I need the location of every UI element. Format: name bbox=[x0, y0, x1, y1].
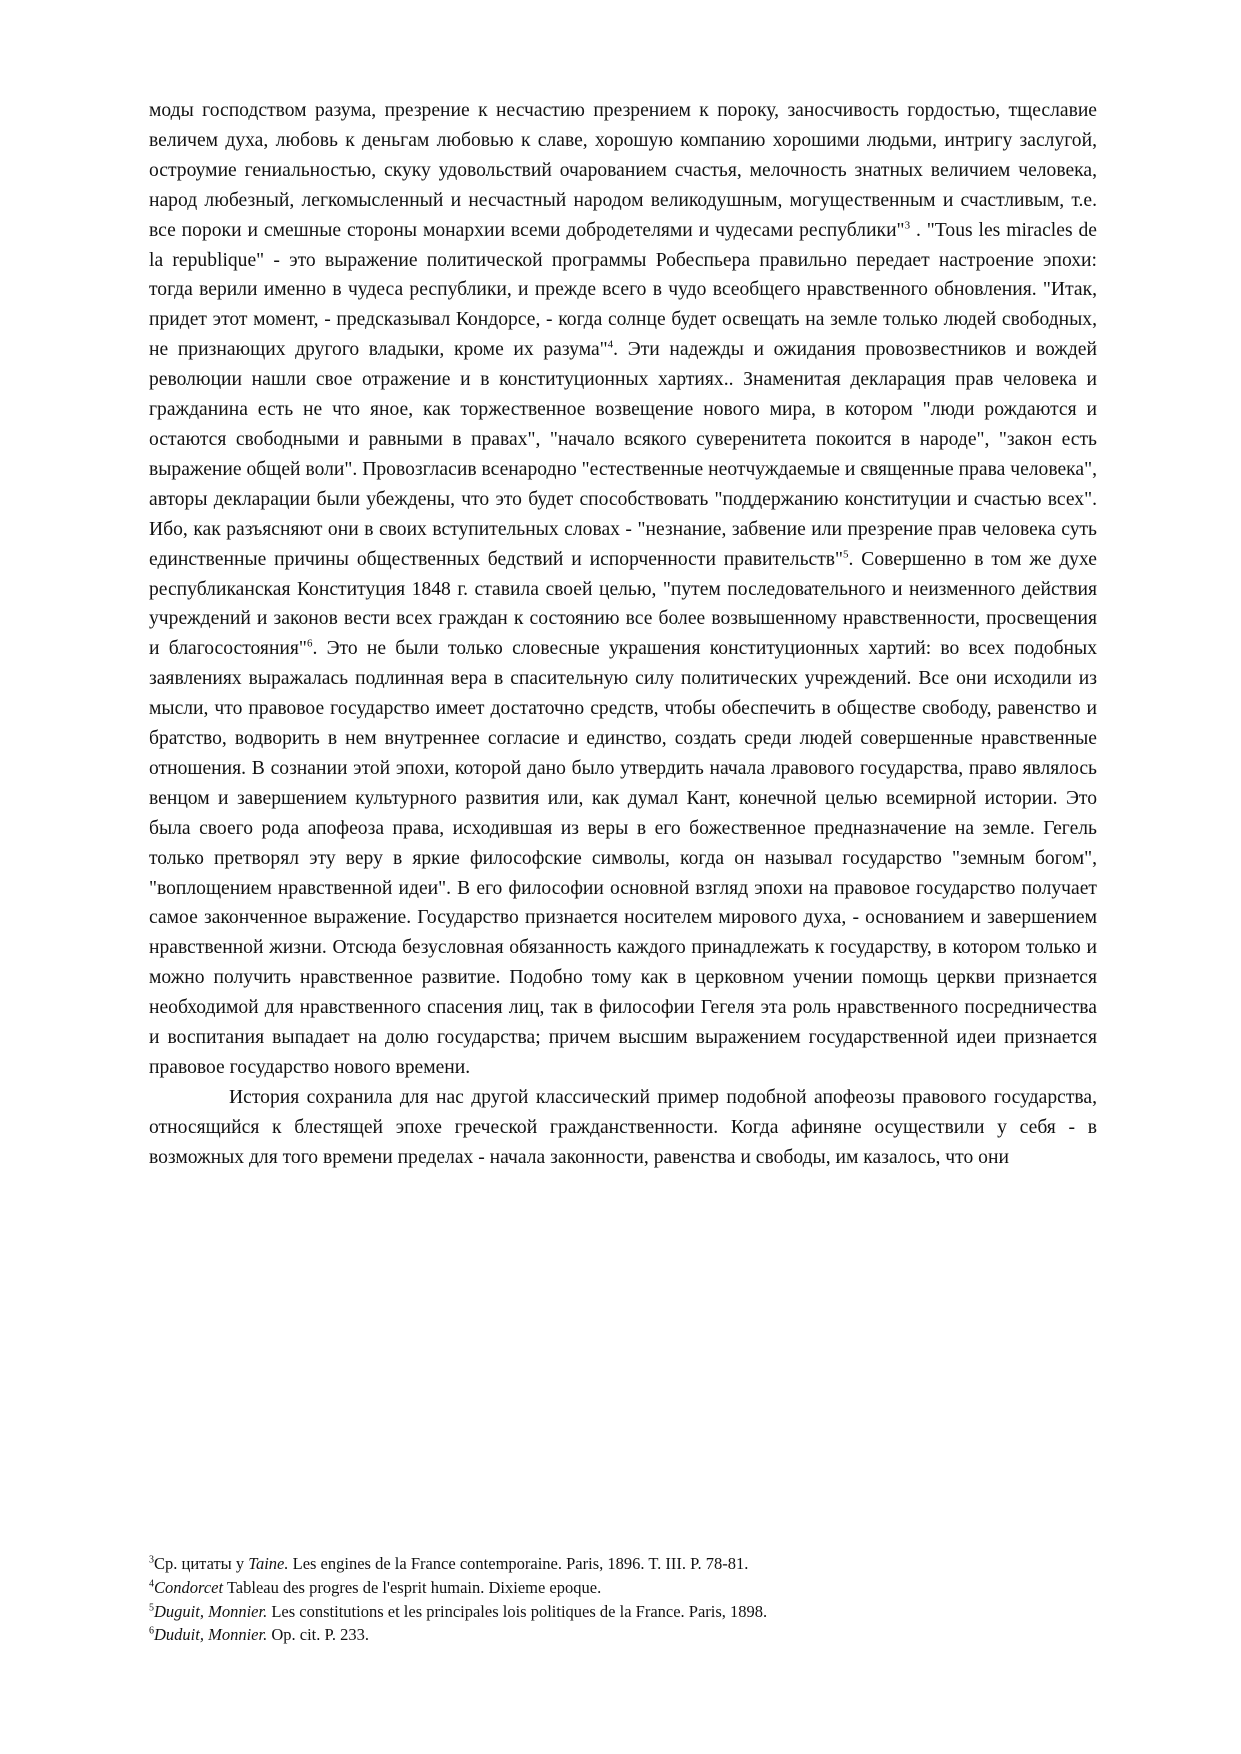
footnote-author: Taine. bbox=[248, 1554, 289, 1573]
footnote-number: 3 bbox=[149, 1554, 154, 1566]
footnote-ref-6: 6 bbox=[306, 637, 313, 650]
footnote-ref-5: 5 bbox=[843, 548, 849, 561]
footnotes bbox=[149, 1552, 1097, 1647]
paragraph-1-part-d: . Совершенно в том же духе республиканская Конституция 1848 г. ставила своей целью, "путем последовательного и неизменного действия учреждений и законов вести всех граждан к состоянию все более возвышенному нравственности, просвещения и благосостояния" bbox=[149, 548, 1097, 660]
footnote-prefix: Ср. цитаты у bbox=[154, 1554, 249, 1573]
paragraph-1-part-c: . Эти надежды и ожидания провозвестников и вождей революции нашли свое отражение и в конституционных хартиях.. Знаменитая декларация прав человека и гражданина есть не что яное, как торжественное возвещение нового мира, в котором "люди рождаются и остаются свободными и равными в правах", "начало всякого суверенитета покоится в народе", "закон есть выражение общей воли". Провозгласив всенародно "естественные неотчуждаемые и священные права человека", авторы декларации были убеждены, что это будет способствовать "поддержанию конституции и счастью всех". Ибо, как разъясняют они в своих вступительных словах - "незнание, забвение или презрение прав человека суть единственные причины общественных бедствий и испорченности правительств" bbox=[149, 339, 1097, 570]
paragraph-1-part-e: . Это не были только словесные украшения конституционных хартий: во всех подобных заявлениях выражалась подлинная вера в спасительную силу политических учреждений. Все они исходили из мысли, что правовое государство имеет достаточно средств, чтобы обеспечить в обществе свободу, равенство и братство, водворить в нем внутреннее согласие и единство, создать среди людей совершенные нравственные отношения. В сознании этой эпохи, которой дано было утвердить начала лравового государства, право являлось венцом и завершением культурного развития или, как думал Кант, конечной целью всемирной истории. Это была своего рода апофеоза права, исходившая из веры в его божественное предназначение на земле. Гегель только претворял эту веру в яркие философские символы, когда он называл государство "земным богом", "воплощением нравственной идеи". В его философии основной взгляд эпохи на правовое государство получает самое законченное выражение. Государство признается носителем мирового духа, - основанием и завершением нравственной жизни. Отсюда безусловная обязанность каждого принадлежать к государству, в котором только и можно получить нравственное развитие. Подобно тому как в церковном учении помощь церкви признается необходимой для нравственного спасения лиц, так в философии Гегеля эта роль нравственного посредничества и воспитания выпадает на долю государства; причем высшим выражением государственной идеи признается правовое государство нового времени. bbox=[149, 638, 1098, 1078]
footnote-author: Duguit, Monnier. bbox=[154, 1601, 268, 1621]
footnote-5 bbox=[149, 1600, 1097, 1624]
footnote-ref-3: 3 bbox=[904, 219, 911, 232]
footnote-text: Op. cit. P. 233. bbox=[267, 1625, 369, 1645]
footnote-number: 5 bbox=[149, 1602, 154, 1614]
footnote-3 bbox=[149, 1552, 1097, 1576]
footnote-6 bbox=[149, 1623, 1097, 1647]
footnote-text: Les engines de la France contemporaine. Paris, 1896. T. III. P. 78-81. bbox=[288, 1554, 749, 1573]
footnote-4 bbox=[149, 1576, 1097, 1600]
footnote-text: Les constitutions et les principales lois politiques de la France. Paris, 1898. bbox=[267, 1601, 768, 1621]
paragraph-1-part-b: . "Tous les miracles de la republique" - это выражение политической программы Робеспьера правильно передает настроение эпохи: тогда верили именно в чудеса республики, и прежде всего в чудо всеобщего нравственного обновления. "Итак, придет этот момент, - предсказывал Кондорсе, - когда солнце будет освещать на земле только людей свободных, не признающих другого владыки, кроме их разума" bbox=[149, 219, 1097, 361]
footnote-ref-4: 4 bbox=[607, 338, 614, 351]
footnote-text: Tableau des progres de l'esprit humain. Dixieme epoque. bbox=[223, 1577, 602, 1597]
paragraph-1-part-a: моды господством разума, презрение к несчастию презрением к пороку, заносчивость гордостью, тщеславие величем духа, любовь к деньгам любовью к славе, хорошую компанию хорошими людьми, интригу заслугой, остроумие гениальностью, скуку удовольствий очарованием счастья, мелочность знатных величием человека, народ любезный, легкомысленный и несчастный народом великодушным, могущественным и счастливым, т.е. все пороки и смешные стороны монархии всеми добродетелями и чудесами республики" bbox=[149, 100, 1097, 241]
main-text bbox=[149, 96, 1097, 1173]
footnote-number: 6 bbox=[149, 1625, 154, 1637]
paragraph-2: История сохранила для нас другой классический пример подобной апофеозы правового государства, относящийся к блестящей эпохе греческой гражданственности. Когда афиняне осуществили у себя - в возможных для того времени пределах - начала законности, равенства и свободы, им казалось, что они bbox=[149, 1086, 1097, 1168]
footnote-number: 4 bbox=[149, 1578, 154, 1590]
paragraph-1 bbox=[149, 96, 1097, 1083]
footnote-author: Condorcet bbox=[154, 1577, 224, 1597]
footnote-author: Duduit, Monnier. bbox=[154, 1625, 268, 1645]
